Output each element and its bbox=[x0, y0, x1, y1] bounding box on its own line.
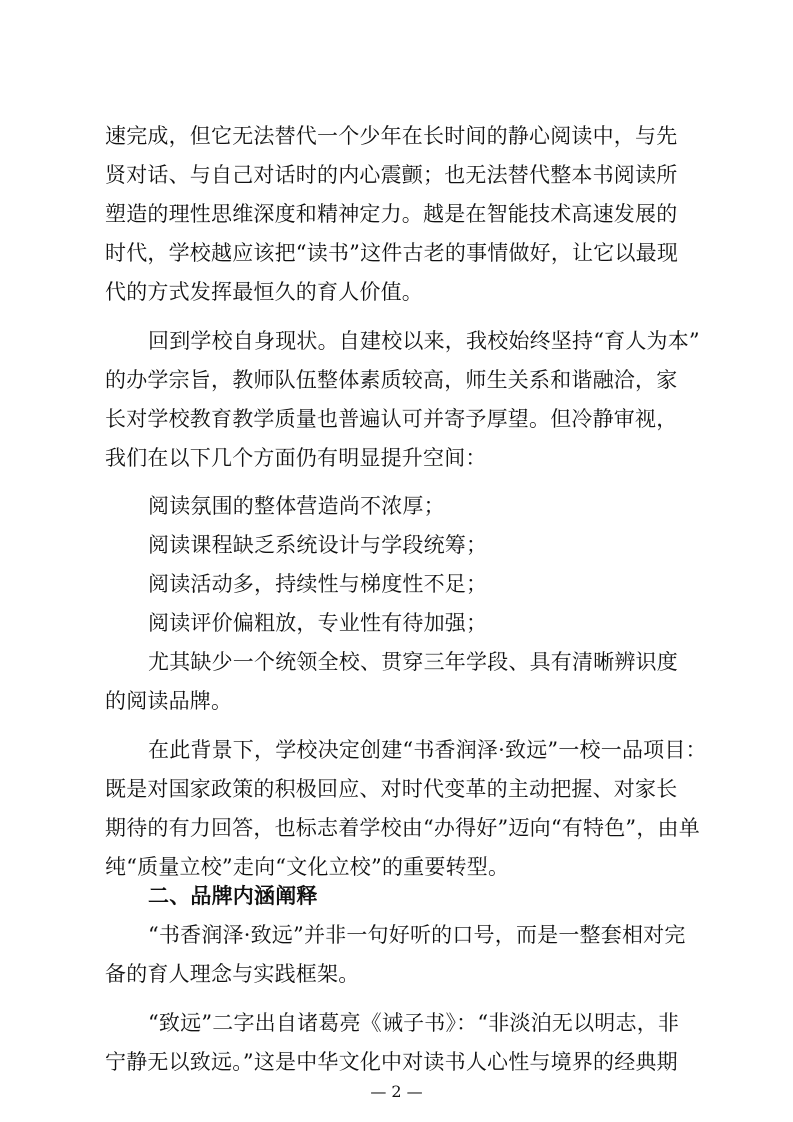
text-line: 纯“质量立校”走向“文化立校”的重要转型。 bbox=[105, 855, 510, 879]
list-item: 阅读活动多，持续性与梯度性不足； bbox=[148, 572, 488, 596]
text-line: 长对学校教育教学质量也普遍认可并寄予厚望。但冷静审视， bbox=[105, 407, 678, 431]
text-line: 在此背景下，学校决定创建“书香润泽·致远”一校一品项目： bbox=[148, 738, 707, 762]
text-line: 期待的有力回答，也标志着学校由“办得好”迈向“有特色”，由单 bbox=[105, 816, 700, 840]
text-line: 备的育人理念与实践框架。 bbox=[105, 962, 360, 986]
text-line: 速完成，但它无法替代一个少年在长时间的静心阅读中，与先 bbox=[105, 124, 678, 148]
text-line: “致远”二字出自诸葛亮《诫子书》：“非淡泊无以明志，非 bbox=[148, 1011, 680, 1035]
list-item: 阅读课程缺乏系统设计与学段统筹； bbox=[148, 533, 488, 557]
text-line: 塑造的理性思维深度和精神定力。越是在智能技术高速发展的 bbox=[105, 202, 678, 226]
page-number: — 2 — bbox=[370, 1082, 423, 1101]
text-line: 回到学校自身现状。自建校以来，我校始终坚持“育人为本” bbox=[148, 329, 700, 353]
text-line: 宁静无以致远。”这是中华文化中对读书人心性与境界的经典期 bbox=[105, 1050, 678, 1074]
text-line: 的办学宗旨，教师队伍整体素质较高，师生关系和谐融洽，家 bbox=[105, 368, 678, 392]
text-line: 尤其缺少一个统领全校、贯穿三年学段、具有清晰辨识度 bbox=[148, 650, 678, 674]
list-item: 阅读评价偏粗放，专业性有待加强； bbox=[148, 611, 488, 635]
text-line: 我们在以下几个方面仍有明显提升空间： bbox=[105, 446, 487, 470]
text-line: “书香润泽·致远”并非一句好听的口号，而是一整套相对完 bbox=[148, 923, 686, 947]
list-item: 阅读氛围的整体营造尚不浓厚； bbox=[148, 494, 445, 518]
text-line: 的阅读品牌。 bbox=[105, 689, 233, 713]
section-heading: 二、品牌内涵阐释 bbox=[148, 884, 318, 908]
text-line: 代的方式发挥最恒久的育人价值。 bbox=[105, 280, 423, 304]
text-line: 既是对国家政策的积极回应、对时代变革的主动把握、对家长 bbox=[105, 777, 678, 801]
text-line: 贤对话、与自己对话时的内心震颤；也无法替代整本书阅读所 bbox=[105, 163, 678, 187]
text-line: 时代，学校越应该把“读书”这件古老的事情做好，让它以最现 bbox=[105, 241, 679, 265]
